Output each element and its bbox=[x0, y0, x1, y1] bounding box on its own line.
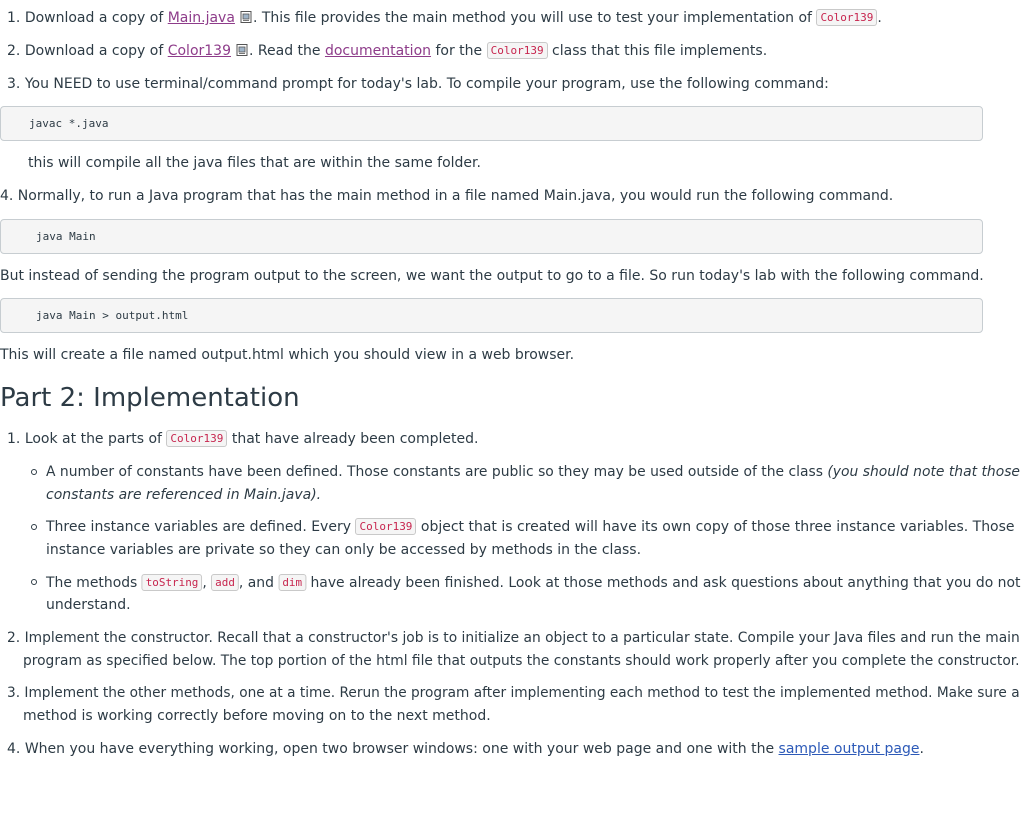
part-2-heading: Part 2: Implementation bbox=[0, 383, 300, 413]
color139-code: Color139 bbox=[166, 430, 227, 447]
bullet-3-post: have already been finished. Look at those methods and ask questions about anything that you do not bbox=[306, 575, 1021, 591]
bullet-3-sep-2: , and bbox=[238, 575, 279, 591]
output-note: This will create a file named output.html which you should view in a web browser. bbox=[0, 347, 575, 363]
bullet-2-line-1 bbox=[46, 516, 1015, 538]
compile-command: javac *.java bbox=[29, 117, 109, 130]
tostring-code: toString bbox=[142, 574, 203, 591]
step-1-text-post: . This file provides the main method you will use to test your implementation of bbox=[252, 10, 817, 26]
run-command-block bbox=[0, 219, 983, 254]
bullet-3-line-2: understand. bbox=[46, 597, 131, 613]
part2-item-1-number: 1. bbox=[7, 431, 21, 447]
part2-item-1-post: that have already been completed. bbox=[227, 431, 479, 447]
sample-output-link[interactable]: sample output page bbox=[778, 741, 920, 757]
bullet-marker bbox=[31, 524, 37, 530]
part2-item-2-number: 2. bbox=[7, 630, 21, 646]
part2-item-4 bbox=[7, 738, 924, 760]
part2-item-4-number: 4. bbox=[7, 741, 21, 757]
part2-item-3-line-2: method is working correctly before moving on to the next method. bbox=[23, 708, 491, 724]
step-2-text-pre: Download a copy of bbox=[24, 43, 168, 59]
step-3-number: 3. bbox=[7, 76, 21, 92]
part2-item-2-line-2: program as specified below. The top portion of the html file that outputs the constants should work properly after you complete the constructor. bbox=[23, 653, 1020, 669]
step-2 bbox=[7, 40, 767, 62]
main-java-link[interactable]: Main.java bbox=[167, 10, 235, 26]
step-1-text-pre: Download a copy of bbox=[24, 10, 168, 26]
step-1 bbox=[7, 7, 882, 29]
bullet-3-sep-1: , bbox=[202, 575, 212, 591]
bullet-2-line-2: instance variables are private so they can only be accessed by methods in the class. bbox=[46, 542, 642, 558]
step-1-number: 1. bbox=[7, 10, 21, 26]
redirect-text: But instead of sending the program output to the screen, we want the output to go to a file. So run today's lab with the following command. bbox=[0, 268, 984, 284]
redirect-command-block bbox=[0, 298, 983, 333]
part2-item-1 bbox=[7, 428, 478, 450]
part2-item-4-end: . bbox=[919, 741, 924, 757]
part2-item-3-text-1: Implement the other methods, one at a time. Rerun the program after implementing each method to test the implemented method. Make sure a bbox=[24, 685, 1020, 701]
step-1-end: . bbox=[877, 10, 882, 26]
bullet-3-pre: The methods bbox=[46, 575, 142, 591]
color139-link[interactable]: Color139 bbox=[167, 43, 231, 59]
color139-code: Color139 bbox=[487, 42, 548, 59]
color139-code: Color139 bbox=[816, 9, 877, 26]
bullet-1-line-1 bbox=[46, 461, 1020, 483]
step-3-text: You NEED to use terminal/command prompt for today's lab. To compile your program, use the following command: bbox=[24, 76, 829, 92]
part2-item-3-number: 3. bbox=[7, 685, 21, 701]
redirect-command: java Main > output.html bbox=[36, 309, 189, 322]
bullet-marker bbox=[31, 579, 37, 585]
bullet-2-pre: Three instance variables are defined. Every bbox=[46, 519, 356, 535]
step-2-text-mid2: for the bbox=[431, 43, 487, 59]
file-preview-icon[interactable] bbox=[235, 43, 249, 57]
step-3 bbox=[7, 73, 829, 95]
bullet-1-emphasis-2: constants are referenced in Main.java). bbox=[46, 487, 322, 503]
step-4: 4. Normally, to run a Java program that has the main method in a file named Main.java, you would run the following command. bbox=[0, 188, 894, 204]
step-2-number: 2. bbox=[7, 43, 21, 59]
add-code: add bbox=[211, 574, 239, 591]
bullet-2-post: object that is created will have its own copy of those three instance variables. Those bbox=[416, 519, 1015, 535]
part2-item-4-pre: When you have everything working, open two browser windows: one with your web page and one with the bbox=[24, 741, 779, 757]
compile-command-block bbox=[0, 106, 983, 141]
compile-note: this will compile all the java files that are within the same folder. bbox=[28, 155, 481, 171]
bullet-1-emphasis-1: (you should note that those bbox=[827, 464, 1020, 480]
part2-item-3-line-1 bbox=[7, 682, 1020, 704]
run-command: java Main bbox=[36, 230, 96, 243]
step-2-text-end: class that this file implements. bbox=[547, 43, 768, 59]
bullet-1-text: A number of constants have been defined. Those constants are public so they may be used outside of the class bbox=[46, 464, 828, 480]
file-preview-icon[interactable] bbox=[239, 10, 253, 24]
part2-item-2-line-1 bbox=[7, 627, 1020, 649]
bullet-1-line-2 bbox=[46, 484, 321, 506]
part2-item-1-pre: Look at the parts of bbox=[24, 431, 167, 447]
color139-code: Color139 bbox=[355, 518, 416, 535]
dim-code: dim bbox=[278, 574, 306, 591]
part2-item-2-text-1: Implement the constructor. Recall that a constructor's job is to initialize an object to a particular state. Compile your Java files and run the main bbox=[24, 630, 1020, 646]
documentation-link[interactable]: documentation bbox=[324, 43, 432, 59]
bullet-marker bbox=[31, 469, 37, 475]
step-2-text-mid1: . Read the bbox=[249, 43, 325, 59]
bullet-3-line-1 bbox=[46, 572, 1020, 594]
